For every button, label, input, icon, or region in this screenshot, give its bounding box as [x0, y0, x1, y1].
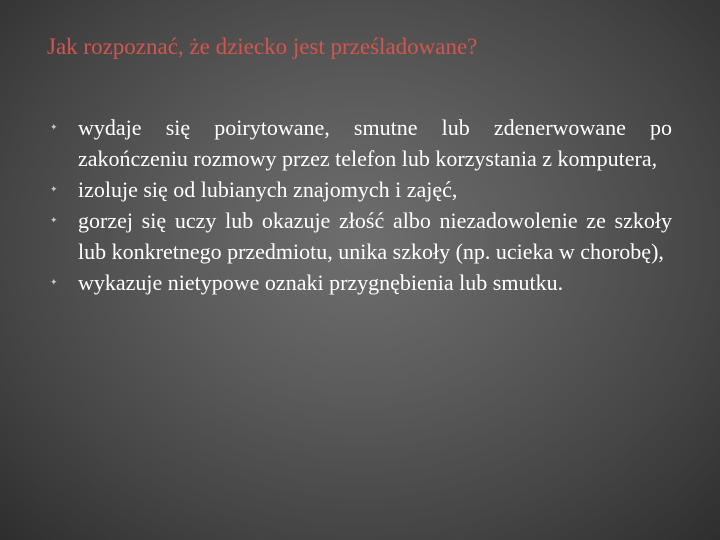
bullet-icon: ✦: [50, 215, 58, 225]
bullet-text: gorzej się uczy lub okazuje złość albo niezadowolenie ze szkoły lub konkretnego przedmiotu, unika szkoły (np. ucieka w chorobę),: [78, 208, 672, 264]
bullet-item: [50, 267, 672, 298]
bullet-item: [50, 205, 672, 267]
bullet-item: [50, 174, 672, 205]
bullet-icon: ✦: [50, 122, 58, 132]
bullet-icon: ✦: [50, 277, 58, 287]
bullet-item: [50, 112, 672, 174]
bullet-icon: ✦: [50, 184, 58, 194]
bullet-text: wykazuje nietypowe oznaki przygnębienia lub smutku.: [78, 270, 564, 295]
slide-title: Jak rozpoznać, że dziecko jest prześladowane?: [47, 34, 478, 59]
bullet-text: wydaje się poirytowane, smutne lub zdenerwowane po zakończeniu rozmowy przez telefon lub korzystania z komputera,: [78, 115, 672, 171]
bullet-text: izoluje się od lubianych znajomych i zajęć,: [78, 177, 458, 202]
bullet-list: [50, 112, 672, 298]
